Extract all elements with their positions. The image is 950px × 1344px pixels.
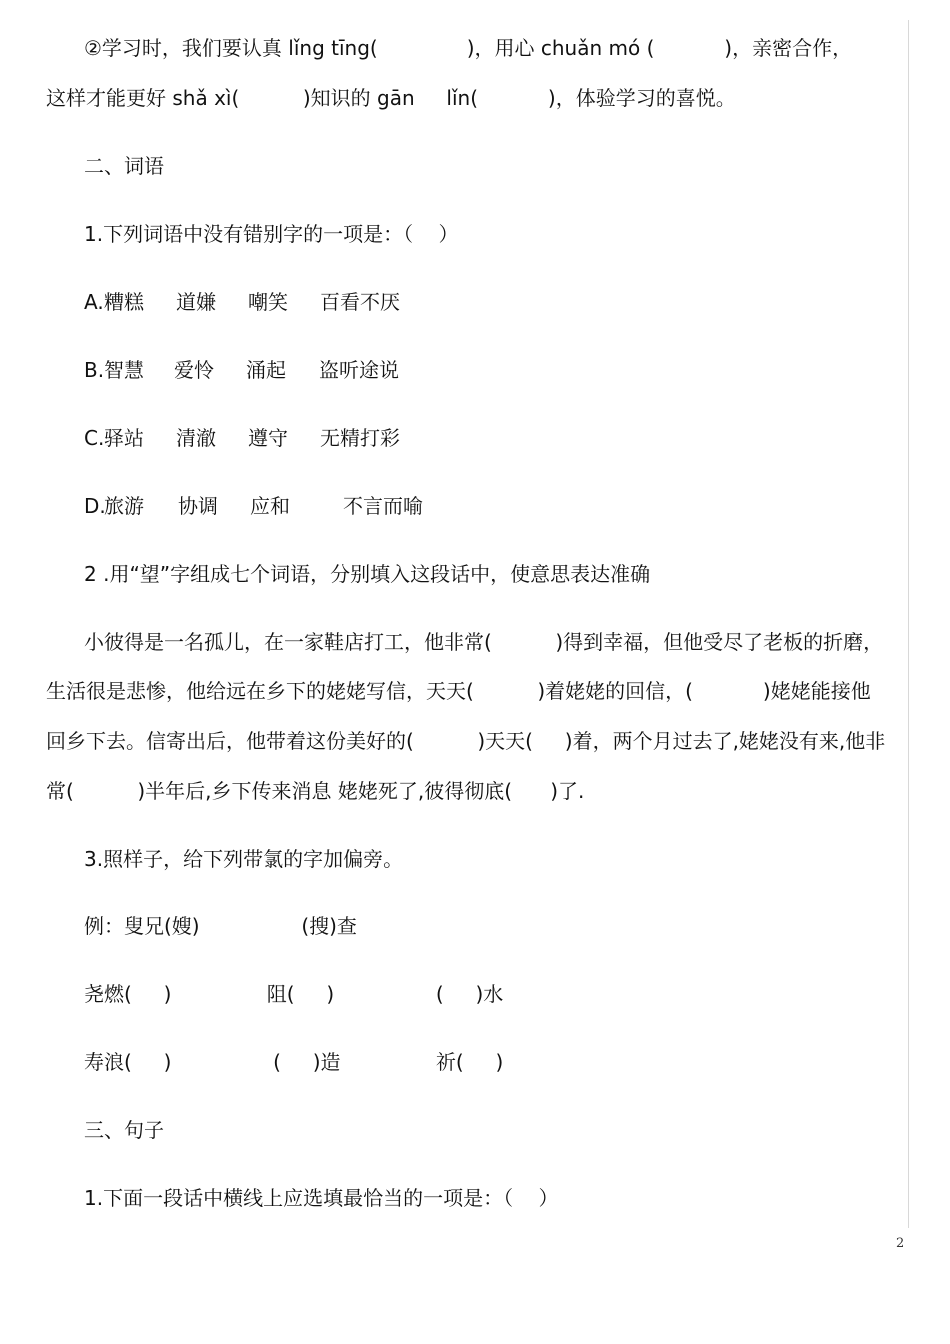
option-label: D. bbox=[84, 494, 106, 518]
option-word: 嘲笑 bbox=[248, 290, 288, 314]
option-word: 驿站 bbox=[104, 426, 144, 450]
paragraph-line-2: 生活很是悲惨，他给远在乡下的姥姥写信，天天( )着姥姥的回信，( )姥姥能接他 bbox=[46, 679, 871, 703]
paragraph-line-4: 常( )半年后,乡下传来消息 姥姥死了,彼得彻底( )了. bbox=[46, 779, 585, 803]
exercise-row-1: 尧燃( ) 阻( ) ( )水 bbox=[84, 982, 504, 1006]
text-line-pinyin-2: 这样才能更好 shǎ xì( )知识的 gān lǐn( )，体验学习的喜悦。 bbox=[46, 86, 736, 110]
option-word: 协调 bbox=[178, 494, 218, 518]
option-word: 智慧 bbox=[104, 358, 144, 382]
question-4: 1.下面一段话中横线上应选填最恰当的一项是：（ ） bbox=[84, 1186, 559, 1210]
exercise-row-2: 寿浪( ) ( )造 祈( ) bbox=[84, 1050, 504, 1074]
option-word: 道嫌 bbox=[176, 290, 216, 314]
example-line: 例：叟兄(嫂) (搜)查 bbox=[84, 914, 357, 938]
option-word: 旅游 bbox=[104, 494, 144, 518]
question-2: 2 .用“望”字组成七个词语，分别填入这段话中，使意思表达准确 bbox=[84, 562, 651, 586]
option-label: C. bbox=[84, 426, 105, 450]
option-label: A. bbox=[84, 290, 104, 314]
option-word: 无精打彩 bbox=[320, 426, 400, 450]
option-a bbox=[84, 288, 584, 316]
page-edge-rule bbox=[908, 20, 909, 1228]
option-word: 糟糕 bbox=[104, 290, 144, 314]
option-word: 涌起 bbox=[246, 358, 286, 382]
page-number: 2 bbox=[896, 1236, 905, 1251]
section-heading-sentences: 三、句子 bbox=[84, 1118, 164, 1142]
option-word: 遵守 bbox=[248, 426, 288, 450]
option-word: 应和 bbox=[250, 494, 290, 518]
option-c bbox=[84, 424, 584, 452]
option-label: B. bbox=[84, 358, 105, 382]
option-word: 百看不厌 bbox=[320, 290, 400, 314]
option-word: 清澈 bbox=[176, 426, 216, 450]
option-b bbox=[84, 356, 584, 384]
option-word: 盗听途说 bbox=[319, 358, 399, 382]
paragraph-line-3: 回乡下去。信寄出后，他带着这份美好的( )天天( )着，两个月过去了,姥姥没有来,他非 bbox=[46, 729, 886, 753]
option-word: 爱怜 bbox=[174, 358, 214, 382]
paragraph-line-1: 小彼得是一名孤儿，在一家鞋店打工，他非常( )得到幸福，但他受尽了老板的折磨， bbox=[84, 630, 884, 654]
option-d bbox=[84, 492, 584, 520]
question-1: 1.下列词语中没有错别字的一项是：（ ） bbox=[84, 222, 459, 246]
option-word: 不言而喻 bbox=[343, 494, 423, 518]
question-3: 3.照样子，给下列带氯的字加偏旁。 bbox=[84, 847, 404, 871]
section-heading-words: 二、词语 bbox=[84, 154, 164, 178]
text-line-pinyin-1: ②学习时，我们要认真 lǐng tīng( )，用心 chuǎn mó ( )，亲密合作， bbox=[84, 36, 853, 60]
